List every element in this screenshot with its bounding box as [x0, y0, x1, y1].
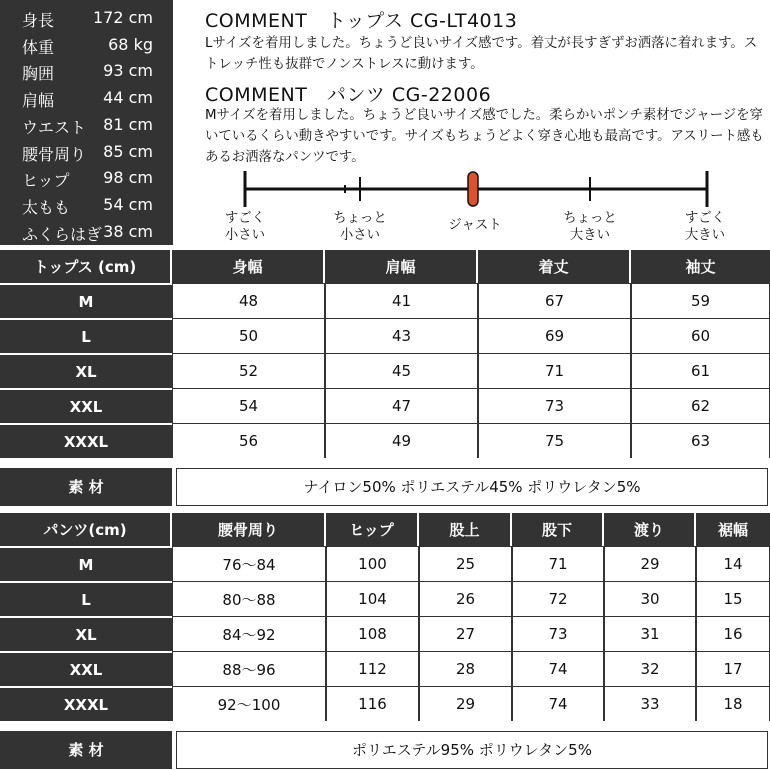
model-stat-row	[0, 192, 170, 218]
tops-value-cell: 61	[631, 353, 770, 388]
pants-value-cell: 76～84	[172, 546, 326, 581]
tops-value-cell: 75	[478, 423, 631, 458]
tops-row	[0, 353, 770, 388]
pants-row	[0, 616, 770, 651]
model-stat-value: 54 cm	[103, 194, 153, 214]
model-stat-value: 172 cm	[92, 8, 153, 27]
pants-value-cell: 84～92	[172, 616, 326, 651]
tops-value-cell: 50	[172, 318, 325, 353]
pants-value-cell: 116	[326, 686, 419, 721]
pants-value-cell: 32	[604, 651, 696, 686]
model-stat-row	[0, 58, 170, 84]
model-stat-label: 腰骨周り	[22, 144, 87, 164]
model-stat-label: ふくらはぎ	[22, 224, 103, 244]
tops-value-cell: 59	[631, 283, 770, 318]
tops-value-cell: 41	[325, 283, 478, 318]
model-stat-label: 太もも	[22, 197, 71, 217]
pants-header-cell: 股上	[419, 513, 512, 546]
comment-pants-title: COMMENT パンツ CG-22006	[205, 84, 492, 106]
pants-value-cell: 80～88	[172, 581, 326, 616]
model-stat-row	[0, 85, 170, 111]
pants-value-cell: 15	[696, 581, 770, 616]
model-stat-value: 98 cm	[103, 168, 153, 188]
tops-row	[0, 283, 770, 318]
pants-size-label: XXXL	[0, 686, 172, 721]
pants-value-cell: 74	[512, 686, 604, 721]
model-stat-label: 体重	[22, 37, 55, 57]
pants-header-cell: パンツ(cm)	[0, 513, 172, 546]
pants-value-cell: 29	[604, 546, 696, 581]
tops-value-cell: 71	[478, 353, 631, 388]
pants-size-table	[0, 513, 770, 721]
model-stat-value: 81 cm	[103, 114, 153, 134]
pants-value-cell: 31	[604, 616, 696, 651]
pants-row	[0, 581, 770, 616]
tops-value-cell: 60	[631, 318, 770, 353]
pants-value-cell: 16	[696, 616, 770, 651]
pants-value-cell: 72	[512, 581, 604, 616]
model-stat-label: ヒップ	[22, 171, 70, 191]
fit-scale-label: すごく 小さい	[224, 211, 266, 243]
pants-value-cell: 25	[419, 546, 512, 581]
pants-header-cell: 腰骨周り	[172, 513, 326, 546]
model-stat-row	[0, 139, 170, 165]
model-stat-row	[0, 165, 170, 191]
pants-value-cell: 30	[604, 581, 696, 616]
tops-value-cell: 73	[478, 388, 631, 423]
tops-value-cell: 43	[325, 318, 478, 353]
tops-material-label: 素 材	[0, 468, 172, 506]
tops-value-cell: 67	[478, 283, 631, 318]
stats-divider	[170, 0, 173, 245]
pants-header-cell: 股下	[512, 513, 604, 546]
model-stat-value: 38 cm	[103, 221, 153, 241]
fit-scale	[210, 165, 730, 215]
tops-material-row	[0, 468, 770, 506]
pants-value-cell: 27	[419, 616, 512, 651]
fit-scale-label: ちょっと 大きい	[563, 211, 617, 243]
tops-size-label: XL	[0, 353, 172, 388]
pants-size-label: M	[0, 546, 172, 581]
tops-header-cell: 着丈	[478, 250, 631, 283]
model-stat-label: 胸囲	[22, 64, 55, 84]
tops-value-cell: 52	[172, 353, 325, 388]
tops-value-cell: 69	[478, 318, 631, 353]
model-stat-label: ウエスト	[22, 117, 87, 137]
pants-size-label: XL	[0, 616, 172, 651]
tops-value-cell: 54	[172, 388, 325, 423]
pants-value-cell: 18	[696, 686, 770, 721]
pants-size-label: L	[0, 581, 172, 616]
fit-scale-label: すごく 大きい	[684, 211, 726, 243]
pants-value-cell: 26	[419, 581, 512, 616]
pants-row	[0, 651, 770, 686]
tops-size-label: XXXL	[0, 423, 172, 458]
pants-header-cell: 渡り	[604, 513, 696, 546]
pants-header-cell: ヒップ	[326, 513, 419, 546]
model-stat-value: 93 cm	[103, 61, 153, 81]
model-stat-value: 85 cm	[103, 141, 153, 161]
pants-size-label: XXL	[0, 651, 172, 686]
tops-value-cell: 45	[325, 353, 478, 388]
pants-value-cell: 108	[326, 616, 419, 651]
model-stat-label: 身長	[22, 11, 55, 30]
fit-scale-marker	[468, 172, 478, 206]
tops-row	[0, 423, 770, 458]
pants-value-cell: 92～100	[172, 686, 326, 721]
pants-value-cell: 104	[326, 581, 419, 616]
tops-size-table	[0, 250, 770, 458]
tops-value-cell: 63	[631, 423, 770, 458]
pants-value-cell: 112	[326, 651, 419, 686]
pants-value-cell: 73	[512, 616, 604, 651]
tops-size-label: XXL	[0, 388, 172, 423]
model-stat-label: 肩幅	[22, 91, 55, 111]
pants-row	[0, 546, 770, 581]
fit-scale-label: ちょっと 小さい	[333, 211, 387, 243]
pants-value-cell: 74	[512, 651, 604, 686]
tops-header-cell: 肩幅	[325, 250, 478, 283]
tops-header-cell: 袖丈	[631, 250, 770, 283]
pants-header-cell: 裾幅	[696, 513, 770, 546]
model-stat-value: 44 cm	[103, 88, 153, 108]
model-stat-row	[0, 219, 170, 245]
pants-value-cell: 100	[326, 546, 419, 581]
tops-header-cell: 身幅	[172, 250, 325, 283]
pants-value-cell: 88～96	[172, 651, 326, 686]
model-stat-row	[0, 112, 170, 138]
pants-material-value: ポリエステル95% ポリウレタン5%	[176, 731, 768, 769]
tops-header-cell: トップス (cm)	[0, 250, 172, 283]
pants-material-row	[0, 731, 770, 769]
pants-material-label: 素 材	[0, 731, 172, 769]
model-stat-row	[0, 32, 170, 58]
model-stats-panel	[0, 0, 170, 245]
pants-value-cell: 33	[604, 686, 696, 721]
model-stat-value: 68 kg	[108, 34, 153, 54]
tops-size-label: L	[0, 318, 172, 353]
tops-value-cell: 62	[631, 388, 770, 423]
tops-material-value: ナイロン50% ポリエステル45% ポリウレタン5%	[176, 468, 768, 506]
comment-tops-body: Lサイズを着用しました。ちょうど良いサイズ感です。着丈が長すぎずお洒落に着れます。ストレッチ性も抜群でノンストレスに動けます。	[205, 36, 758, 72]
tops-value-cell: 56	[172, 423, 325, 458]
comment-pants-body: Mサイズを着用しました。ちょうど良いサイズ感でした。柔らかいポンチ素材でジャージを穿いているくらい動きやすいです。サイズもちょうどよく穿き心地も最高です。アスリート感もあるお洒落なパンツです。	[205, 108, 764, 165]
pants-value-cell: 17	[696, 651, 770, 686]
tops-row	[0, 318, 770, 353]
comment-tops-title: COMMENT トップス CG-LT4013	[205, 10, 518, 32]
pants-value-cell: 29	[419, 686, 512, 721]
tops-row	[0, 388, 770, 423]
pants-value-cell: 14	[696, 546, 770, 581]
tops-value-cell: 49	[325, 423, 478, 458]
fit-scale-label: ジャスト	[448, 218, 502, 233]
tops-size-label: M	[0, 283, 172, 318]
pants-value-cell: 28	[419, 651, 512, 686]
tops-value-cell: 48	[172, 283, 325, 318]
pants-value-cell: 71	[512, 546, 604, 581]
model-stat-row	[0, 5, 170, 31]
tops-value-cell: 47	[325, 388, 478, 423]
pants-row	[0, 686, 770, 721]
